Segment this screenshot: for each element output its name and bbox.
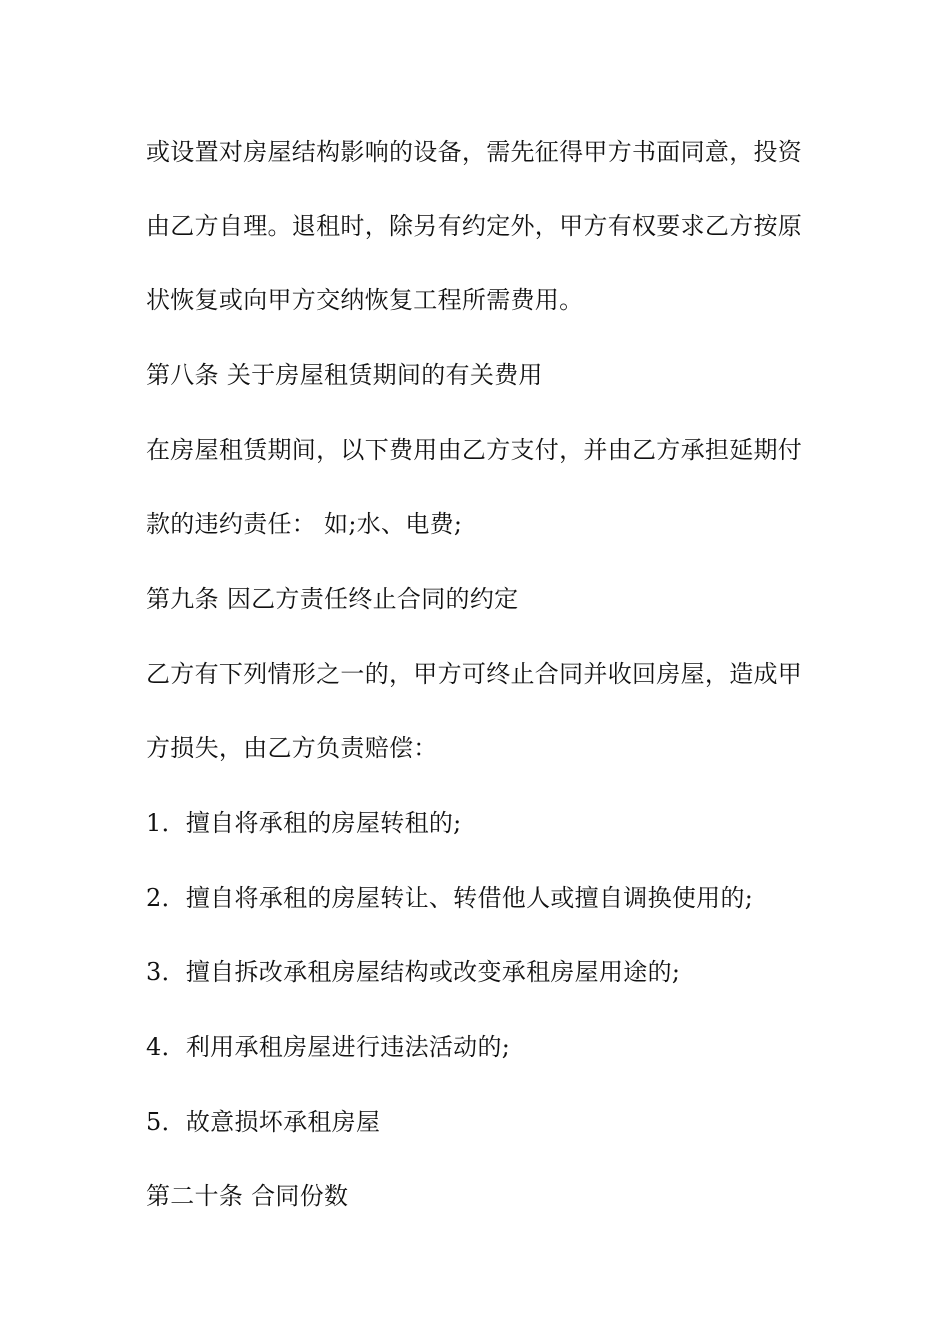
paragraph-line: 乙方有下列情形之一的，甲方可终止合同并收回房屋，造成甲 (146, 660, 803, 688)
paragraph-line: 款的违约责任： 如;水、电费; (146, 510, 463, 538)
paragraph-line: 由乙方自理。退租时，除另有约定外，甲方有权要求乙方按原 (146, 212, 803, 240)
paragraph-line: 状恢复或向甲方交纳恢复工程所需费用。 (146, 286, 584, 314)
article-heading: 第九条 因乙方责任终止合同的约定 (146, 585, 519, 613)
paragraph-line: 方损失，由乙方负责赔偿： (146, 734, 438, 762)
list-item: 5．故意损坏承租房屋 (146, 1108, 381, 1136)
paragraph-line: 或设置对房屋结构影响的设备，需先征得甲方书面同意，投资 (146, 138, 803, 166)
list-item: 3．擅自拆改承租房屋结构或改变承租房屋用途的; (146, 958, 681, 986)
list-item: 1．擅自将承租的房屋转租的; (146, 809, 462, 837)
article-heading: 第八条 关于房屋租赁期间的有关费用 (146, 361, 543, 389)
list-item: 4．利用承租房屋进行违法活动的; (146, 1033, 511, 1061)
article-heading: 第二十条 合同份数 (146, 1182, 349, 1210)
list-item: 2．擅自将承租的房屋转让、转借他人或擅自调换使用的; (146, 884, 754, 912)
paragraph-line: 在房屋租赁期间，以下费用由乙方支付，并由乙方承担延期付 (146, 436, 803, 464)
